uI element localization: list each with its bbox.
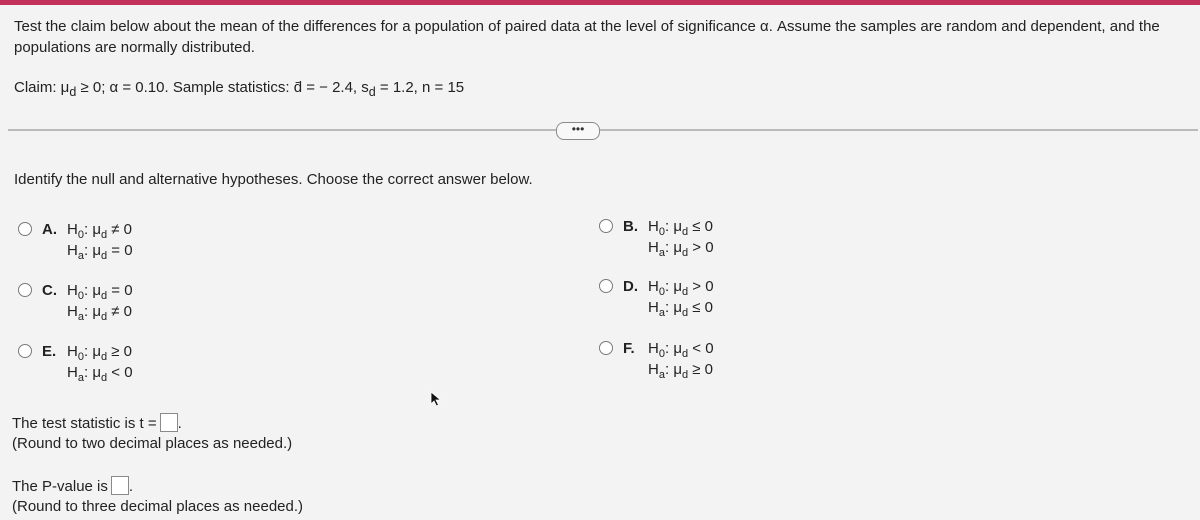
test-statistic-note: (Round to two decimal places as needed.) bbox=[12, 435, 293, 452]
option-c-alt: $H_a$: $\mu_d \ne 0$ bbox=[67, 303, 133, 323]
option-b-null: $H_0$: $\mu_d \le 0$ bbox=[648, 218, 714, 238]
p-value-section: The P-value is . (Round to three decimal places as needed.) bbox=[12, 478, 304, 515]
mouse-pointer-icon bbox=[430, 391, 442, 407]
problem-intro: Test the claim below about the mean of the differences for a population of paired data at the level of significance α. Assume the samples are random and dependent, and the populations are normally distributed. bbox=[14, 18, 1160, 56]
radio-f[interactable] bbox=[599, 341, 613, 355]
section-divider bbox=[8, 129, 1198, 131]
question-prompt: Identify the null and alternative hypotheses. Choose the correct answer below. bbox=[14, 171, 533, 188]
p-value-input[interactable] bbox=[111, 476, 129, 495]
test-statistic-input[interactable] bbox=[160, 413, 178, 432]
option-d-alt: $H_a$: $\mu_d \le 0$ bbox=[648, 299, 714, 319]
option-a-null: $H_0$: $\mu_d \ne 0$ bbox=[67, 221, 133, 241]
option-e-null: $H_0$: $\mu_d \ge 0$ bbox=[67, 343, 133, 363]
option-e-alt: $H_a$: $\mu_d < 0$ bbox=[67, 364, 133, 384]
more-options-button[interactable]: ••• bbox=[556, 122, 600, 140]
test-statistic-label: The test statistic is t = bbox=[12, 415, 157, 432]
option-a-alt: $H_a$: $\mu_d = 0$ bbox=[67, 242, 133, 262]
test-statistic-section: The test statistic is t = . (Round to two decimal places as needed.) bbox=[12, 415, 293, 452]
option-f-null: $H_0$: $\mu_d < 0$ bbox=[648, 340, 714, 360]
option-b-alt: $H_a$: $\mu_d > 0$ bbox=[648, 239, 714, 259]
radio-b[interactable] bbox=[599, 219, 613, 233]
radio-e[interactable] bbox=[18, 344, 32, 358]
option-d-null: $H_0$: $\mu_d > 0$ bbox=[648, 278, 714, 298]
radio-a[interactable] bbox=[18, 222, 32, 236]
radio-c[interactable] bbox=[18, 283, 32, 297]
top-accent-bar bbox=[0, 0, 1200, 5]
claim-statement: Claim: $\mu_d \ge 0$; α = 0.10. Sample statistics: d̄ = − 2.4, $s_d = 1.2$, n = 15 bbox=[14, 79, 465, 99]
p-value-note: (Round to three decimal places as needed.) bbox=[12, 498, 304, 515]
p-value-label: The P-value is bbox=[12, 478, 108, 495]
option-f-alt: $H_a$: $\mu_d \ge 0$ bbox=[648, 361, 714, 381]
radio-d[interactable] bbox=[599, 279, 613, 293]
option-c-null: $H_0$: $\mu_d = 0$ bbox=[67, 282, 133, 302]
